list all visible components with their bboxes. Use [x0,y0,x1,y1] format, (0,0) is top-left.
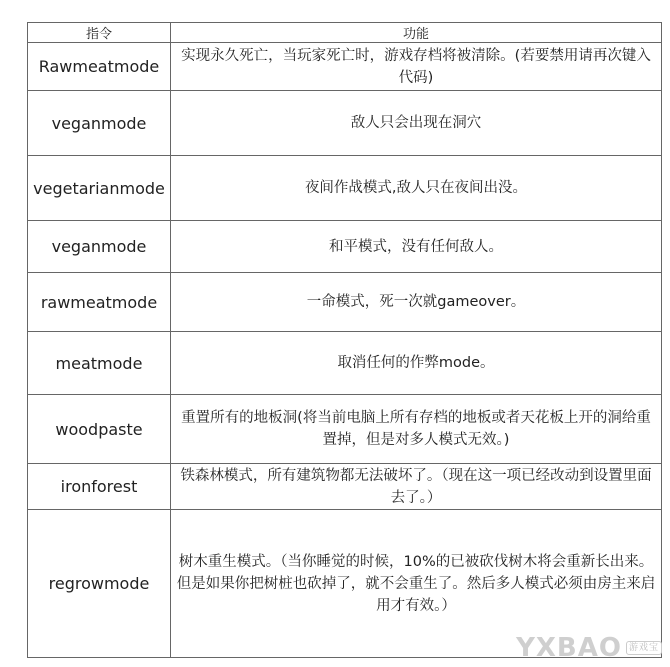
watermark-logo [516,633,662,663]
command-cell: vegetarianmode [28,156,171,221]
command-cell: Rawmeatmode [28,43,171,91]
description-cell: 和平模式，没有任何敌人。 [171,221,662,273]
command-cell: meatmode [28,332,171,395]
command-cell: woodpaste [28,395,171,464]
table-header-row [28,23,662,43]
commands-table [27,22,662,658]
description-cell: 树木重生模式。（当你睡觉的时候，10%的已被砍伐树木将会重新长出来。但是如果你把树桩也砍掉了，就不会重生了。然后多人模式必须由房主来启用才有效。） [171,510,662,658]
table-row [28,273,662,332]
table-row [28,43,662,91]
table-row [28,395,662,464]
description-cell: 一命模式，死一次就gameover。 [171,273,662,332]
header-command: 指令 [28,23,171,43]
description-cell: 夜间作战模式,敌人只在夜间出没。 [171,156,662,221]
table-row [28,156,662,221]
command-cell: veganmode [28,91,171,156]
table-row [28,332,662,395]
table-row [28,91,662,156]
table-row [28,221,662,273]
description-cell: 实现永久死亡，当玩家死亡时，游戏存档将被清除。(若要禁用请再次键入代码) [171,43,662,91]
watermark-text: YXBAO [516,633,622,663]
command-cell: veganmode [28,221,171,273]
command-cell: ironforest [28,464,171,510]
table-row [28,464,662,510]
description-cell: 重置所有的地板洞(将当前电脑上所有存档的地板或者天花板上开的洞给重置掉，但是对多人模式无效。) [171,395,662,464]
description-cell: 敌人只会出现在洞穴 [171,91,662,156]
watermark-badge: 游戏宝 [626,641,662,655]
description-cell: 铁森林模式，所有建筑物都无法破坏了。（现在这一项已经改动到设置里面去了。） [171,464,662,510]
command-cell: regrowmode [28,510,171,658]
command-cell: rawmeatmode [28,273,171,332]
header-function: 功能 [171,23,662,43]
description-cell: 取消任何的作弊mode。 [171,332,662,395]
